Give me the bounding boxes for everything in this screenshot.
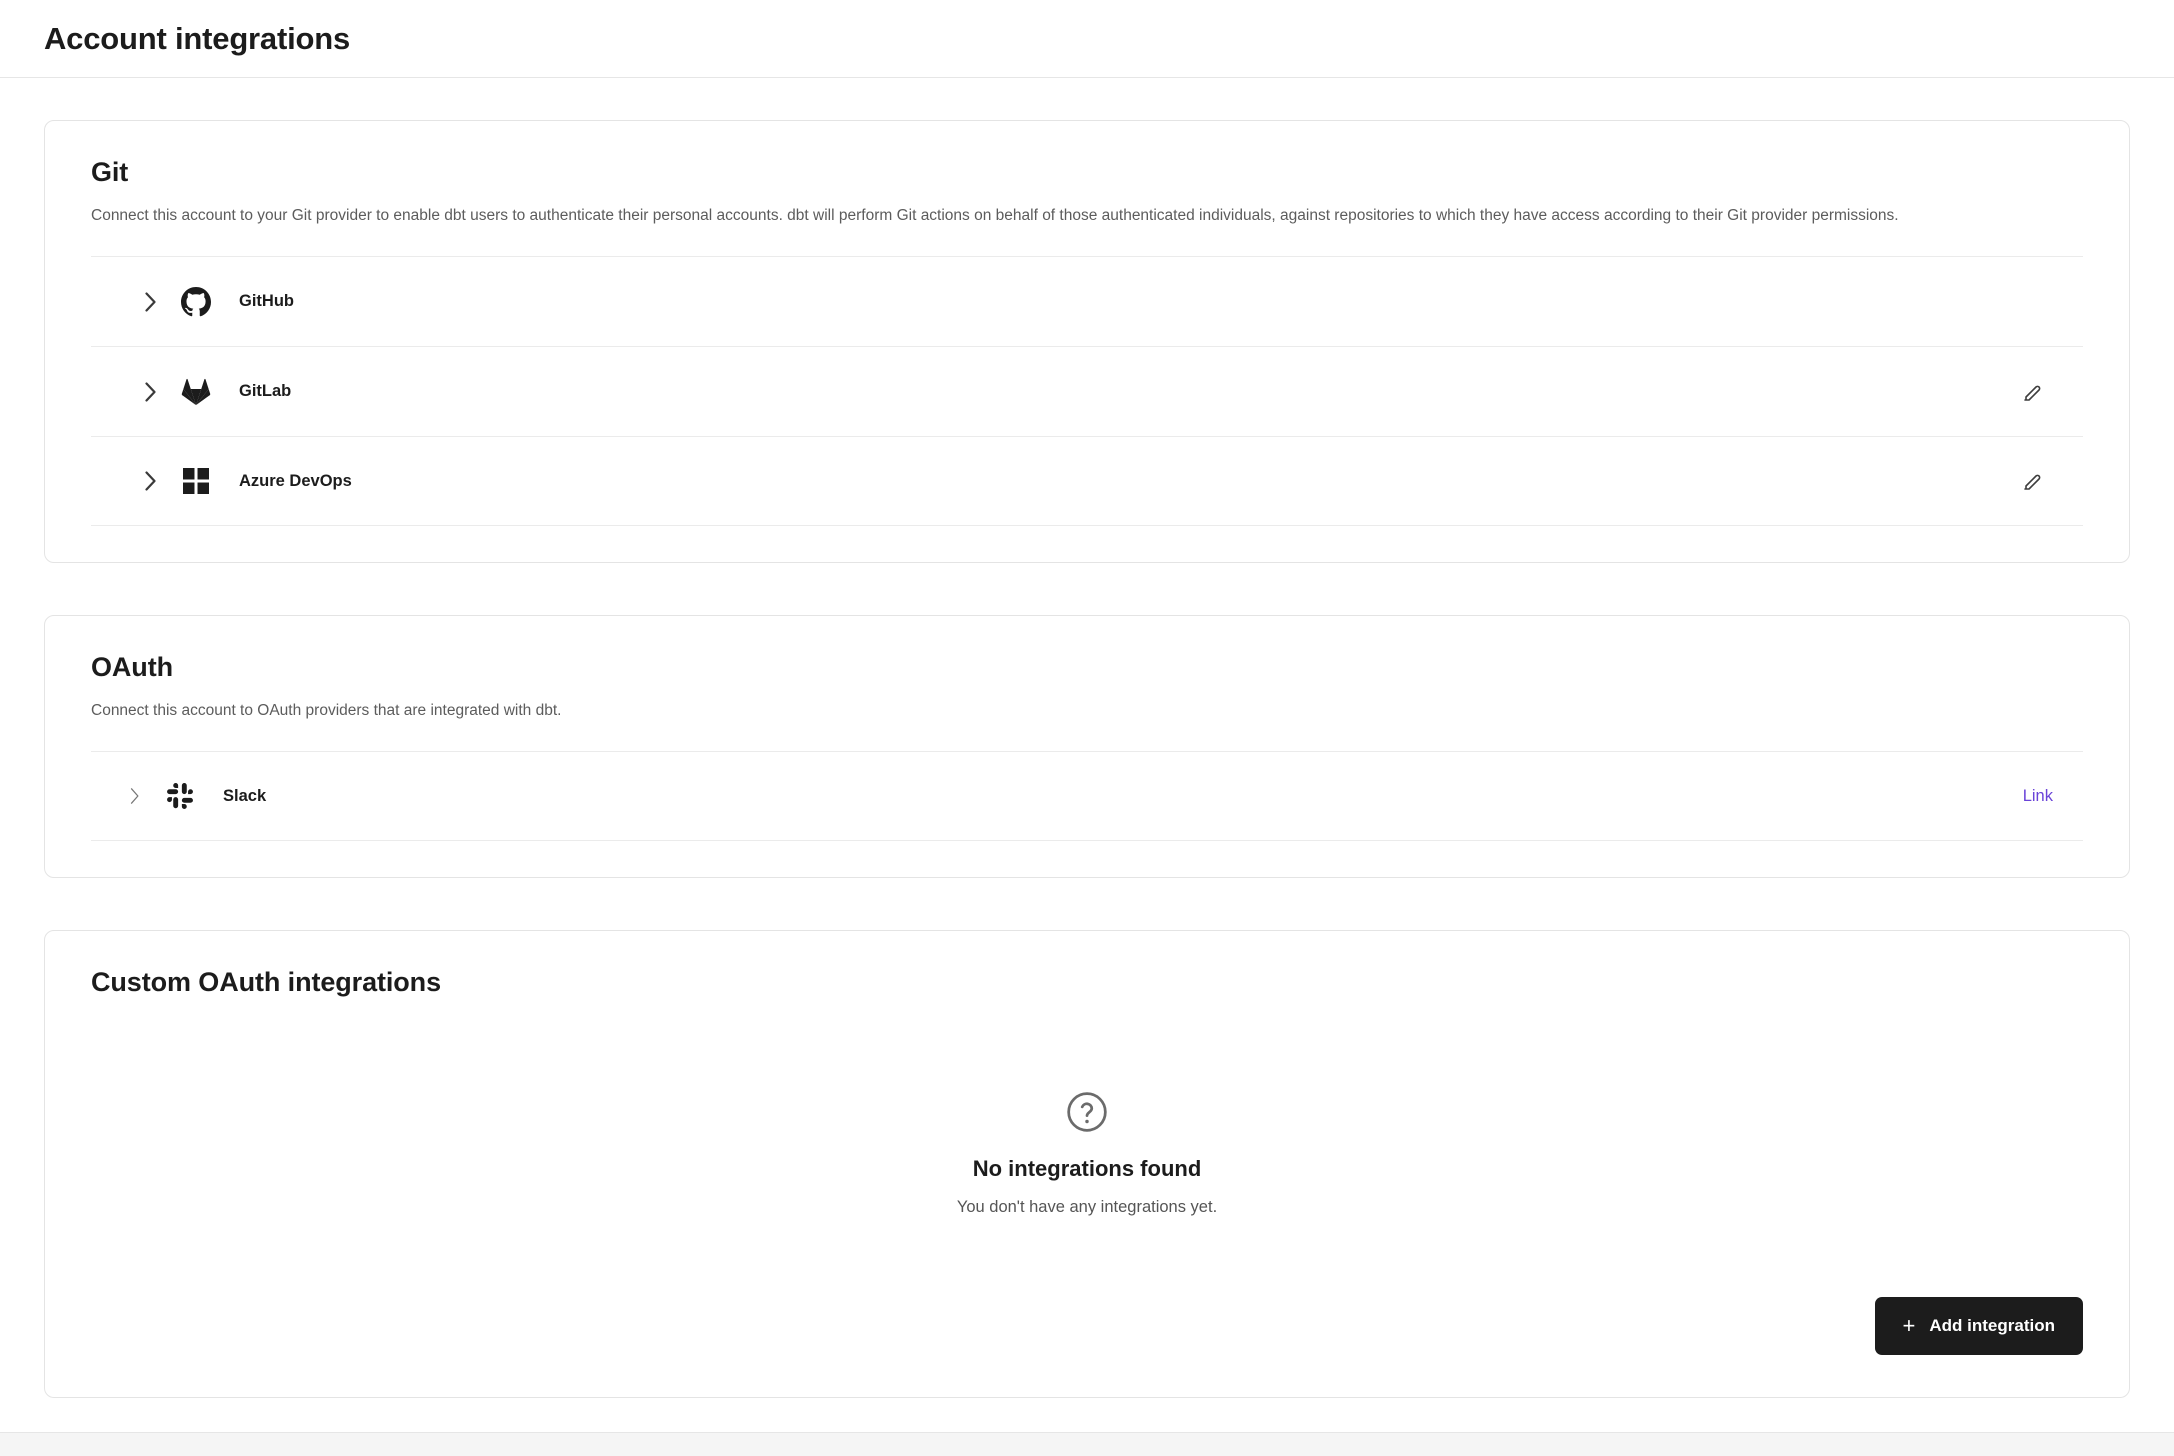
azure-devops-icon	[179, 464, 213, 498]
chevron-right-icon[interactable]	[133, 471, 167, 491]
git-section-title: Git	[91, 157, 129, 187]
git-section-description: Connect this account to your Git provider to enable dbt users to authenticate their personal accounts. dbt will perform Git actions on behalf of those authenticated individuals, against repositories to which they have access according to their Git provider permissions.	[91, 207, 1899, 224]
add-integration-label: Add integration	[1929, 1316, 2055, 1336]
question-circle-icon	[91, 1090, 2083, 1134]
empty-state-title: No integrations found	[972, 1156, 1202, 1182]
oauth-integrations-card	[44, 615, 2130, 878]
empty-state	[91, 1014, 2083, 1263]
chevron-right-icon[interactable]	[133, 292, 167, 312]
git-provider-row-github[interactable]	[91, 256, 2083, 346]
custom-oauth-section-title: Custom OAuth integrations	[91, 967, 441, 998]
plus-icon: +	[1902, 1313, 1916, 1339]
git-provider-row-gitlab[interactable]	[91, 346, 2083, 436]
page-header	[0, 0, 2174, 78]
custom-oauth-integrations-card	[44, 930, 2130, 1398]
slack-link-button[interactable]: Link	[2022, 786, 2053, 805]
chevron-right-icon[interactable]	[117, 787, 151, 805]
git-card-header	[91, 121, 2083, 228]
provider-name-gitlab: GitLab	[239, 382, 292, 401]
oauth-card-header	[91, 616, 2083, 723]
chevron-right-icon[interactable]	[133, 382, 167, 402]
git-provider-list	[91, 256, 2083, 562]
oauth-section-description: Connect this account to OAuth providers that are integrated with dbt.	[91, 702, 562, 720]
custom-oauth-card-header	[91, 931, 2083, 998]
slack-icon	[163, 779, 197, 813]
oauth-section-title: OAuth	[91, 652, 173, 683]
edit-pencil-icon-azure-devops[interactable]	[2013, 461, 2053, 501]
empty-state-subtitle: You don't have any integrations yet.	[956, 1198, 1218, 1217]
page-title: Account integrations	[44, 20, 351, 56]
provider-name-slack: Slack	[223, 786, 267, 805]
git-provider-row-azure-devops[interactable]	[91, 436, 2083, 526]
oauth-provider-list	[91, 751, 2083, 877]
bottom-strip	[0, 1432, 2174, 1456]
provider-name-azure-devops: Azure DevOps	[239, 471, 352, 490]
custom-oauth-card-footer	[91, 1263, 2083, 1397]
oauth-provider-row-slack[interactable]	[91, 751, 2083, 841]
edit-pencil-icon-gitlab[interactable]	[2013, 372, 2053, 412]
git-integrations-card	[44, 120, 2130, 563]
gitlab-icon	[179, 375, 213, 409]
provider-name-github: GitHub	[239, 292, 294, 311]
github-icon	[179, 285, 213, 319]
page-content	[0, 78, 2174, 1398]
add-integration-button[interactable]	[1875, 1297, 2083, 1355]
